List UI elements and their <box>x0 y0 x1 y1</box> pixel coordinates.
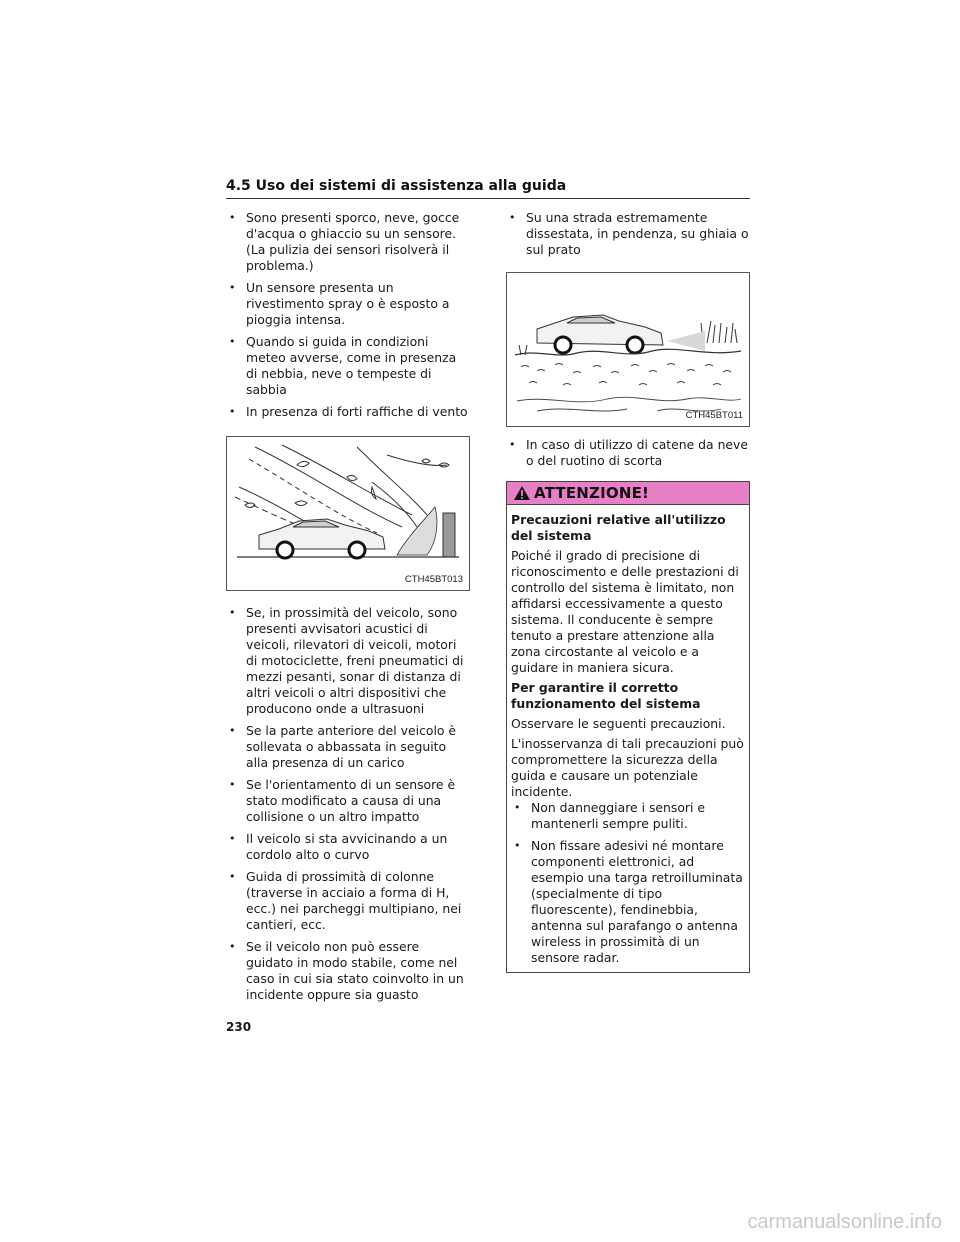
list-item: • Se la parte anteriore del veicolo è sollevata o abbassata in seguito alla presenza di un carico <box>226 723 470 771</box>
rough-road-list <box>506 210 750 258</box>
warning-subheading: Precauzioni relative all'utilizzo del sistema <box>511 512 726 543</box>
warning-subheading: Per garantire il corretto funzionamento del sistema <box>511 680 701 711</box>
warning-paragraph: Poiché il grado di precisione di riconoscimento e delle prestazioni di controllo del sistema è limitato, non affidarsi eccessivamente a questo sistema. Il conducente è sempre tenuto a prestare attenzione alla zona circostante al veicolo e a guidare in maniera sicura. <box>511 548 739 675</box>
list-item: • Guida di prossimità di colonne (traverse in acciaio a forma di H, ecc.) nei parcheggi multipiano, nei cantieri, ecc. <box>226 869 470 933</box>
list-item: • Non danneggiare i sensori e mantenerli sempre puliti. <box>511 800 745 832</box>
right-column <box>506 210 750 973</box>
warning-triangle-icon <box>513 485 531 501</box>
warning-body <box>507 505 749 972</box>
figure-code: CTH45BT013 <box>404 574 463 585</box>
list-item: • Il veicolo si sta avvicinando a un cordolo alto o curvo <box>226 831 470 863</box>
list-item: • In presenza di forti raffiche di vento <box>226 404 470 420</box>
list-item: • Sono presenti sporco, neve, gocce d'acqua o ghiaccio su un sensore. (La pulizia dei sensori risolverà il problema.) <box>226 210 470 274</box>
list-item: • Se il veicolo non può essere guidato in modo stabile, come nel caso in cui sia stato coinvolto in un incidente oppure sia guasto <box>226 939 470 1003</box>
warning-paragraph: L'inosservanza di tali precauzioni può compromettere la sicurezza della guida e causare un potenziale incidente. <box>511 736 744 799</box>
list-item: • Un sensore presenta un rivestimento spray o è esposto a pioggia intensa. <box>226 280 470 328</box>
wind-car-drawing <box>227 437 469 590</box>
warning-paragraph: Osservare le seguenti precauzioni. <box>511 716 726 731</box>
section-header: 4.5 Uso dei sistemi di assistenza alla guida <box>226 178 750 199</box>
left-column <box>226 210 470 1009</box>
warning-box <box>506 481 750 973</box>
wind-illustration <box>226 436 470 591</box>
list-item: • Quando si guida in condizioni meteo avverse, come in presenza di nebbia, neve o tempeste di sabbia <box>226 334 470 398</box>
rough-road-illustration <box>506 272 750 427</box>
list-item: • In caso di utilizzo di catene da neve o del ruotino di scorta <box>506 437 750 469</box>
conditions-list-bottom <box>226 605 470 1003</box>
list-item: • Su una strada estremamente dissestata, in pendenza, su ghiaia o sul prato <box>506 210 750 258</box>
watermark: carmanualsonline.info <box>747 1211 942 1233</box>
list-item: • Se, in prossimità del veicolo, sono presenti avvisatori acustici di veicoli, rilevatori di veicoli, motori di motociclette, freni pneumatici di mezzi pesanti, sonar di distanza di altri veicoli o altri dispositivi che producono onde a ultrasuoni <box>226 605 470 717</box>
conditions-list-top <box>226 210 470 420</box>
warning-title: ATTENZIONE! <box>534 484 650 502</box>
chains-list <box>506 437 750 469</box>
warning-header <box>507 482 749 505</box>
warning-list <box>511 800 745 966</box>
figure-code: CTH45BT011 <box>685 410 743 421</box>
page-number: 230 <box>226 1020 252 1034</box>
list-item: • Non fissare adesivi né montare componenti elettronici, ad esempio una targa retroilluminata (specialmente di tipo fluorescente), fendinebbia, antenna sul parafango o antenna wireless in prossimità di un sensore radar. <box>511 838 745 966</box>
list-item: • Se l'orientamento di un sensore è stato modificato a causa di una collisione o un altro impatto <box>226 777 470 825</box>
rough-road-drawing <box>507 273 749 426</box>
